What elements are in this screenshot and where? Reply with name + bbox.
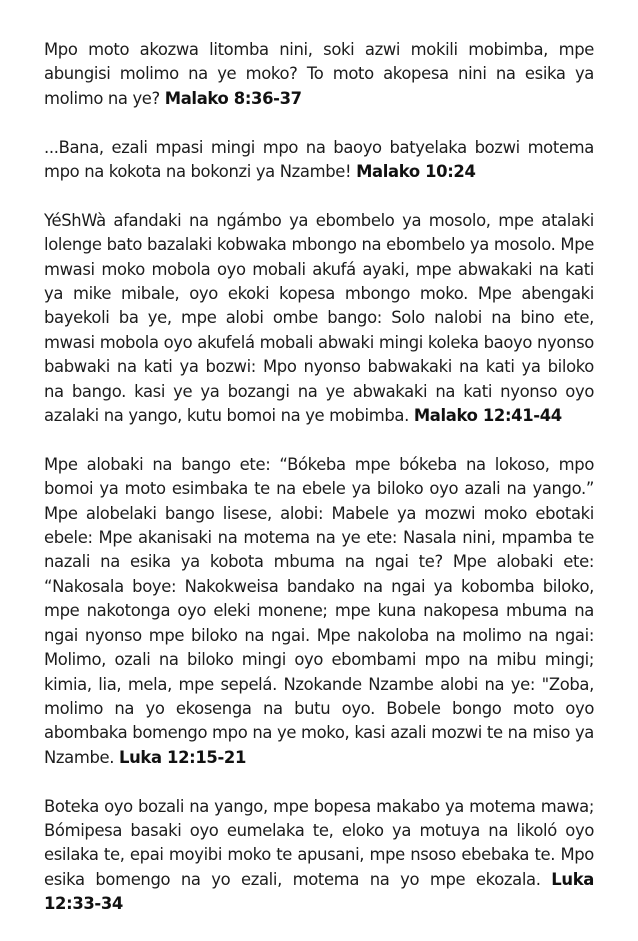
paragraph-text: ...Bana, ezali mpasi mingi mpo na baoyo batyelaka bozwi motema mpo na kokota na bokonzi ya Nzambe! bbox=[44, 137, 594, 182]
scripture-reference: Malako 10:24 bbox=[356, 162, 476, 182]
paragraph-text: YéShWà afandaki na ngámbo ya ebombelo ya mosolo, mpe atalaki lolenge bato bazalaki kobwaka mbongo na ebombelo ya mosolo. Mpe mwasi moko mobola oyo mobali akufá ayaki, mpe abwakaki na kati ya mike mibale, oyo ekoki kopesa mbongo moko. Mpe abengaki bayekoli ba ye, mpe alobi ombe bango: Solo nalobi na bino ete, mwasi mobola oyo akufelá mobali abwaki mingi koleka baoyo nyonso babwaki na kati ya bozwi: Mpo nyonso babwakaki na kati ya biloko na bango. kasi ye ya bozangi na ye abwakaki na kati nyonso oyo azalaki na yango, kutu bomoi na ye mobimba. bbox=[44, 210, 594, 426]
paragraph-5 bbox=[44, 795, 594, 917]
document-body bbox=[44, 38, 594, 941]
scripture-reference: Malako 12:41-44 bbox=[413, 406, 562, 426]
paragraph-text: Mpe alobaki na bango ete: “Bókeba mpe bókeba na lokoso, mpo bomoi ya moto esimbaka te na ebele ya biloko oyo azali na yango.” Mpe alobelaki bango lisese, alobi: Mabele ya mozwi moko ebotaki ebele: Mpe akanisaki na motema na ye ete: Nasala nini, mpamba te nazali na esika ya kobota mbuma na ngai te? Mpe alobaki ete: “Nakosala boye: Nakokweisa bandako na ngai ya kobomba biloko, mpe nakotonga oyo eleki monene; mpe kuna nakopesa mbuma na ngai nyonso mpe biloko na ngai. Mpe nakoloba na molimo na ngai: Molimo, ozali na biloko mingi oyo ebombami mpo na mibu mingi; kimia, lia, mela, mpe sepelá. Nzokande Nzambe alobi na ye: "Zoba, molimo na yo ekosenga na butu oyo. Bobele bongo moto oyo abombaka bomengo mpo na ye moko, kasi azali mozwi te na miso ya Nzambe. bbox=[44, 454, 594, 767]
paragraph-text: Boteka oyo bozali na yango, mpe bopesa makabo ya motema mawa; Bómipesa basaki oyo eumelaka te, eloko ya motuya na likoló oyo esilaka te, epai moyibi moko te apusani, mpe nsoso ebebaka te. Mpo esika bomengo na yo ezali, motema na yo mpe ekozala. bbox=[44, 796, 594, 889]
paragraph-2 bbox=[44, 136, 594, 185]
paragraph-1 bbox=[44, 38, 594, 111]
paragraph-4 bbox=[44, 453, 594, 770]
paragraph-3 bbox=[44, 209, 594, 429]
scripture-reference: Luka 12:15-21 bbox=[119, 747, 247, 767]
paragraph-text: Mpo moto akozwa litomba nini, soki azwi mokili mobimba, mpe abungisi molimo na ye moko? To moto akopesa nini na esika ya molimo na ye? bbox=[44, 40, 594, 108]
scripture-reference: Luka 12:33-34 bbox=[44, 869, 594, 914]
scripture-reference: Malako 8:36-37 bbox=[164, 88, 302, 108]
